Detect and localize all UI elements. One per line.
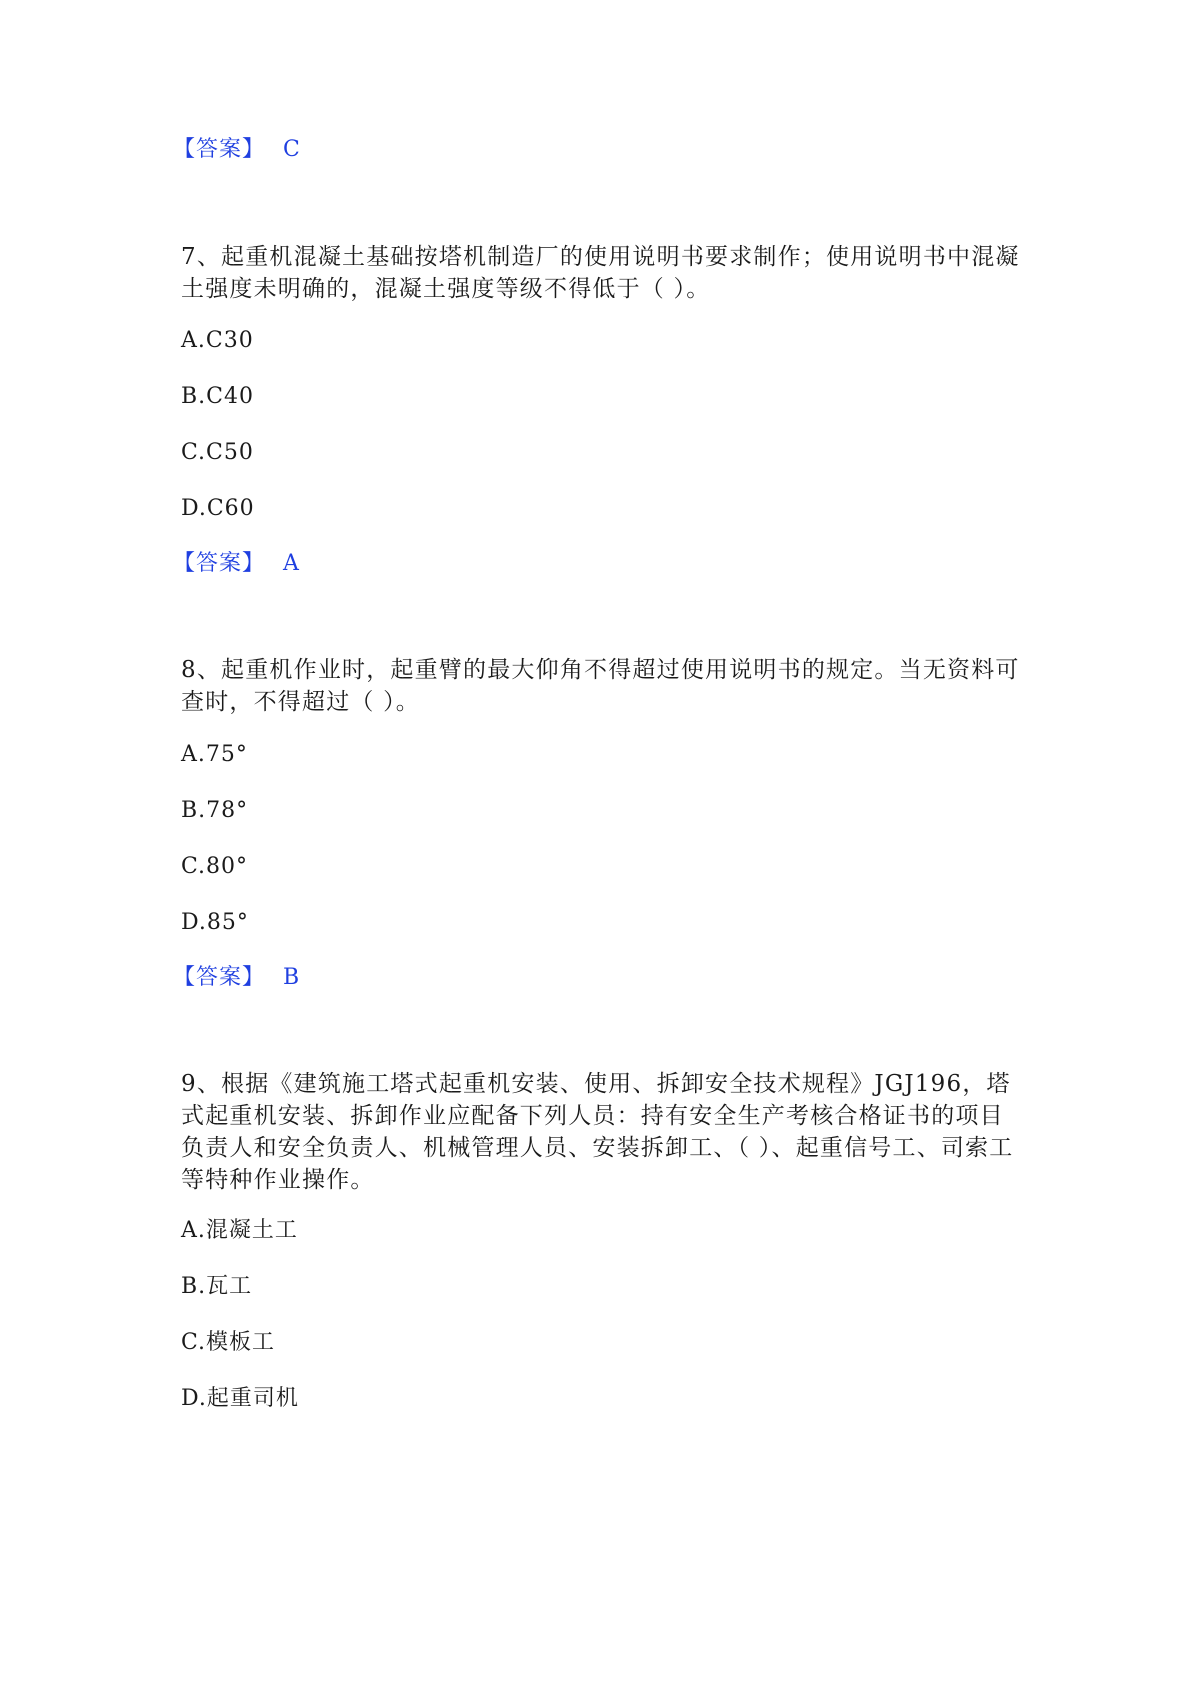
q9-option-d: D.起重司机 xyxy=(181,1386,299,1411)
q7-option-d: D.C60 xyxy=(181,496,255,521)
q9-option-b: B.瓦工 xyxy=(181,1274,253,1299)
q8-option-c: C.80° xyxy=(181,854,249,879)
q9-option-a: A.混凝土工 xyxy=(181,1218,298,1243)
answer-value: A xyxy=(283,551,300,576)
q9-option-c: C.模板工 xyxy=(181,1330,276,1355)
q7-option-b: B.C40 xyxy=(181,384,254,409)
q8-stem: 8、起重机作业时，起重臂的最大仰角不得超过使用说明书的规定。当无资料可查时，不得超过（ ）。 xyxy=(181,657,1020,715)
q6-answer xyxy=(173,132,301,163)
q8-option-d: D.85° xyxy=(181,910,249,935)
q7-answer xyxy=(173,546,300,577)
q7-option-c: C.C50 xyxy=(181,440,254,465)
q7-stem: 7、起重机混凝土基础按塔机制造厂的使用说明书要求制作；使用说明书中混凝土强度未明确的，混凝土强度等级不得低于（ ）。 xyxy=(181,244,1020,302)
q8-answer xyxy=(173,960,300,991)
answer-label: 【答案】 xyxy=(173,137,266,162)
q8-option-b: B.78° xyxy=(181,798,249,823)
q8-option-a: A.75° xyxy=(181,742,248,767)
q7-option-a: A.C30 xyxy=(181,328,254,353)
q9-stem: 9、根据《建筑施工塔式起重机安装、使用、拆卸安全技术规程》JGJ196，塔式起重机安装、拆卸作业应配备下列人员：持有安全生产考核合格证书的项目负责人和安全负责人、机械管理人员、安装拆卸工、（ ）、起重信号工、司索工等特种作业操作。 xyxy=(181,1071,1014,1193)
answer-label: 【答案】 xyxy=(173,551,266,576)
answer-value: C xyxy=(283,137,301,162)
answer-label: 【答案】 xyxy=(173,965,266,990)
answer-value: B xyxy=(283,965,301,990)
